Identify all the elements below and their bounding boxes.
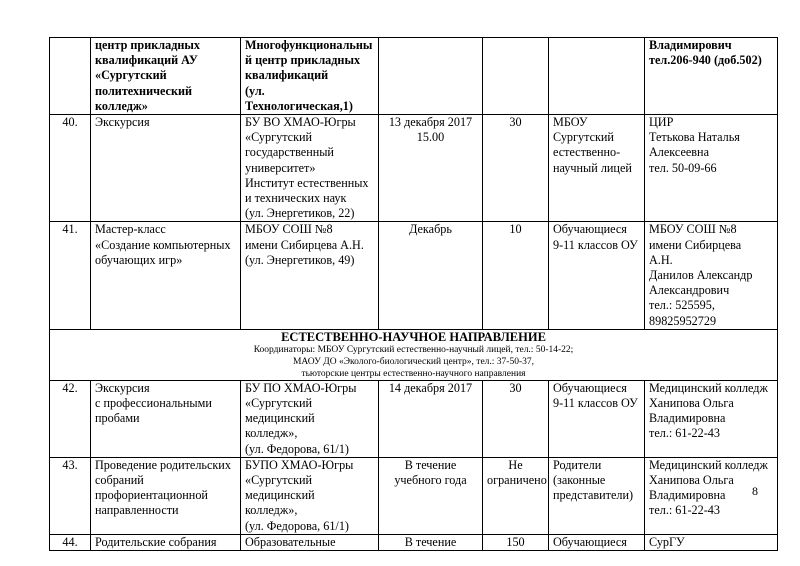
cell-participants: Обучающиеся 9-11 классов ОУ xyxy=(549,222,645,329)
cell-event: Родительские собрания xyxy=(91,534,241,550)
cell-num: 41. xyxy=(50,222,91,329)
cell-place: БУ ВО ХМАО-Югры «Сургутский государственный университет» Институт естественных и технических наук (ул. Энергетиков, 22) xyxy=(241,115,379,222)
cell-date: Декабрь xyxy=(379,222,483,329)
cell-num xyxy=(50,38,91,115)
cell-event: Проведение родительских собраний профориентационной направленности xyxy=(91,457,241,534)
cell-count: 10 xyxy=(483,222,549,329)
table-row xyxy=(50,38,778,115)
events-table xyxy=(49,37,778,551)
table-row xyxy=(50,115,778,222)
section-header-row xyxy=(50,329,778,380)
cell-num: 40. xyxy=(50,115,91,222)
page-number: 8 xyxy=(752,484,758,498)
cell-participants: Родители (законные представители) xyxy=(549,457,645,534)
cell-place: Образовательные xyxy=(241,534,379,550)
section-cell xyxy=(50,329,778,380)
section-coordinators: Координаторы: МБОУ Сургутский естественно-научный лицей, тел.: 50-14-22; МАОУ ДО «Эколого-биологический центр», тел.: 37-50-37, тьюторские центры естественно-научного направления xyxy=(253,344,574,379)
cell-num: 44. xyxy=(50,534,91,550)
cell-event: центр прикладных квалификаций АУ «Сургутский политехнический колледж» xyxy=(91,38,241,115)
cell-contact: ЦИР Тетькова Наталья Алексеевна тел. 50-09-66 xyxy=(645,115,778,222)
table-row xyxy=(50,222,778,329)
cell-contact: СурГУ xyxy=(645,534,778,550)
cell-date: В течение учебного года xyxy=(379,457,483,534)
section-title: ЕСТЕСТВЕННО-НАУЧНОЕ НАПРАВЛЕНИЕ xyxy=(281,329,546,344)
cell-date: 14 декабря 2017 xyxy=(379,380,483,457)
cell-contact: Владимирович тел.206-940 (доб.502) xyxy=(645,38,778,115)
cell-event: Экскурсия xyxy=(91,115,241,222)
cell-count: 150 xyxy=(483,534,549,550)
cell-place: БУ ПО ХМАО-Югры «Сургутский медицинский колледж», (ул. Федорова, 61/1) xyxy=(241,380,379,457)
cell-contact: Медицинский колледж Ханипова Ольга Владимировна тел.: 61-22-43 xyxy=(645,457,778,534)
cell-date: 13 декабря 2017 15.00 xyxy=(379,115,483,222)
cell-event: Экскурсия с профессиональными пробами xyxy=(91,380,241,457)
cell-date: В течение xyxy=(379,534,483,550)
cell-contact: МБОУ СОШ №8 имени Сибирцева А.Н. Данилов Александр Александрович тел.: 525595, 89825952729 xyxy=(645,222,778,329)
cell-participants xyxy=(549,38,645,115)
cell-count: 30 xyxy=(483,380,549,457)
cell-count: 30 xyxy=(483,115,549,222)
table-row xyxy=(50,534,778,550)
cell-count: Не ограничено xyxy=(483,457,549,534)
cell-date xyxy=(379,38,483,115)
cell-count xyxy=(483,38,549,115)
cell-num: 42. xyxy=(50,380,91,457)
cell-participants: Обучающиеся 9-11 классов ОУ xyxy=(549,380,645,457)
cell-num: 43. xyxy=(50,457,91,534)
cell-event: Мастер-класс «Создание компьютерных обучающих игр» xyxy=(91,222,241,329)
cell-participants: МБОУ Сургутский естественно- научный лицей xyxy=(549,115,645,222)
table-row xyxy=(50,457,778,534)
cell-contact: Медицинский колледж Ханипова Ольга Владимировна тел.: 61-22-43 xyxy=(645,380,778,457)
cell-place: МБОУ СОШ №8 имени Сибирцева А.Н. (ул. Энергетиков, 49) xyxy=(241,222,379,329)
cell-place: Многофункциональны й центр прикладных квалификаций (ул. Технологическая,1) xyxy=(241,38,379,115)
cell-participants: Обучающиеся xyxy=(549,534,645,550)
cell-place: БУПО ХМАО-Югры «Сургутский медицинский колледж», (ул. Федорова, 61/1) xyxy=(241,457,379,534)
table-row xyxy=(50,380,778,457)
